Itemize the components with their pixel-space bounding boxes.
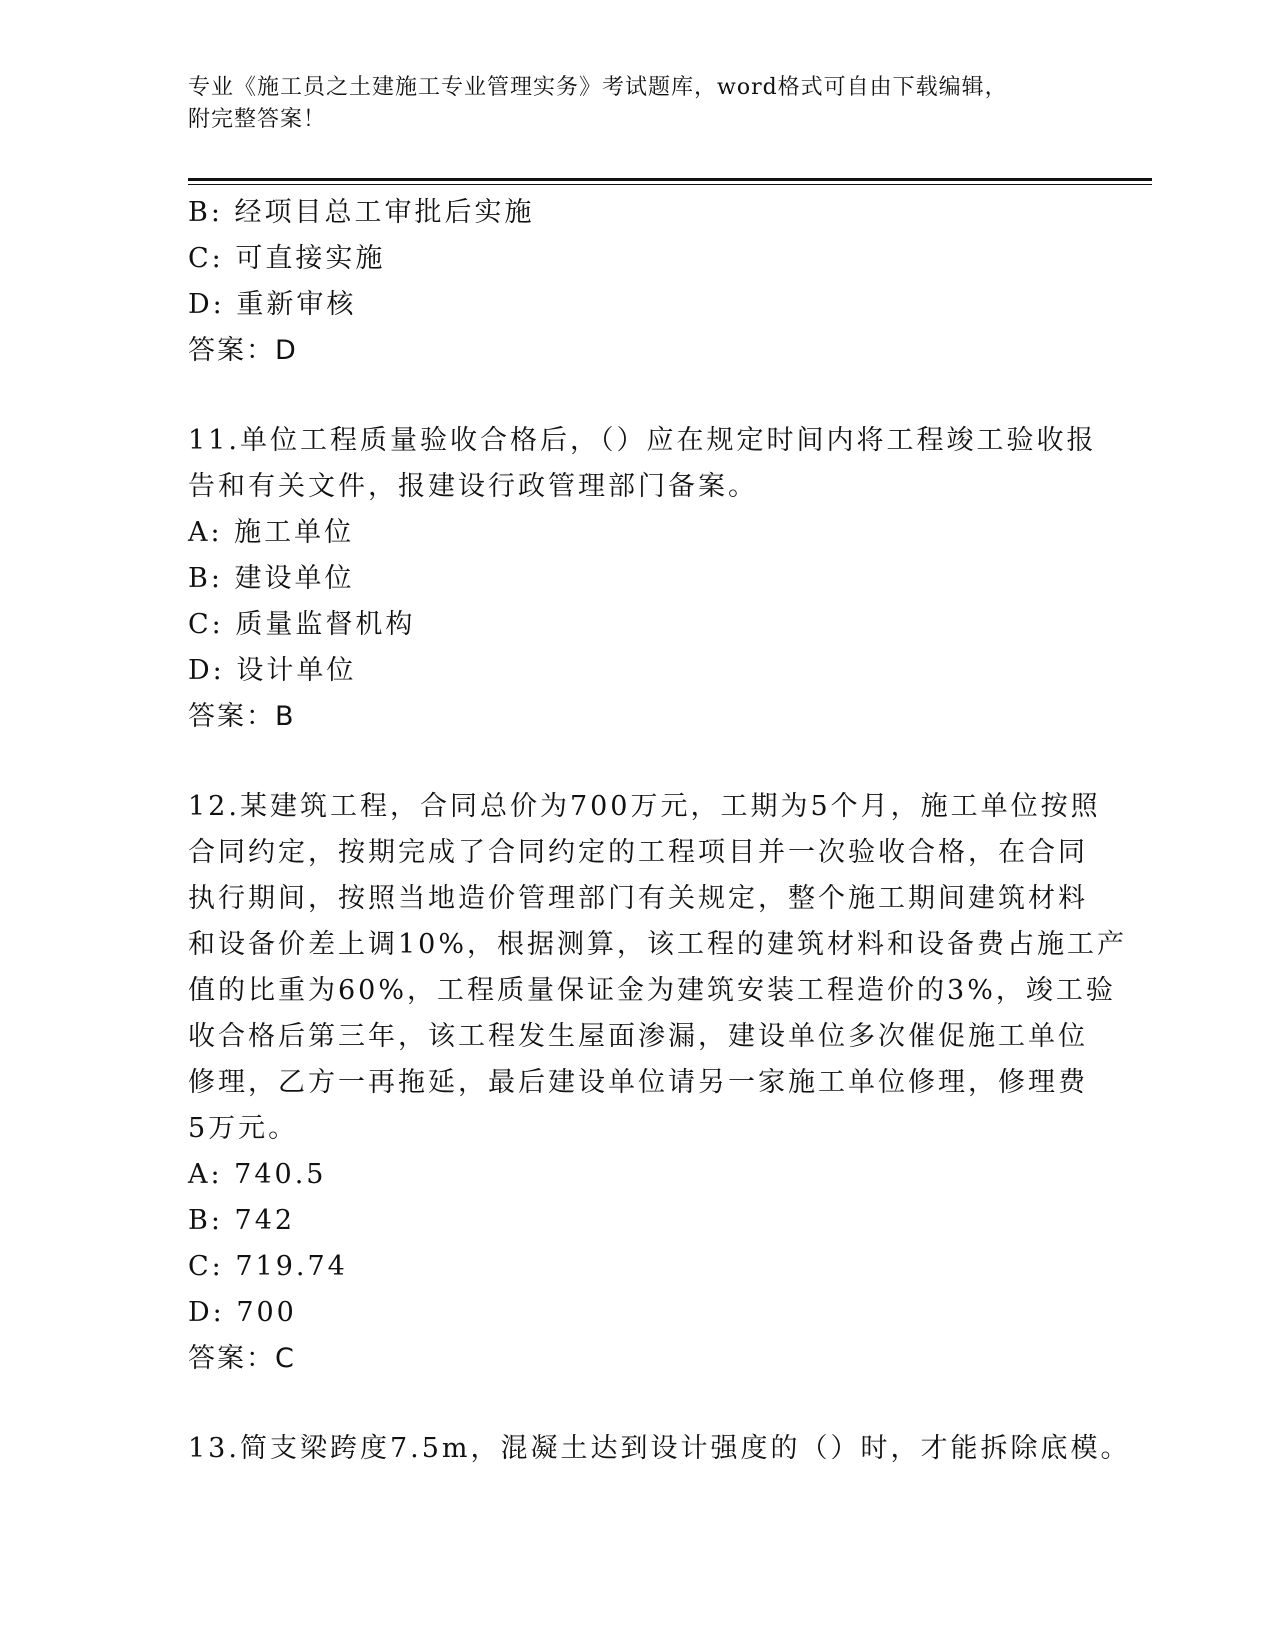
option-c: C: 719.74 <box>188 1251 348 1282</box>
option-b: B: 建设单位 <box>188 563 355 594</box>
question-stem-line: 11.单位工程质量验收合格后，（）应在规定时间内将工程竣工验收报 <box>188 425 1097 456</box>
question-stem-line: 5万元。 <box>188 1113 299 1144</box>
option-a: A: 740.5 <box>188 1159 327 1190</box>
option-a: A: 施工单位 <box>188 517 355 548</box>
question-stem-line: 收合格后第三年，该工程发生屋面渗漏，建设单位多次催促施工单位 <box>188 1021 1088 1052</box>
question-stem-line: 值的比重为60%，工程质量保证金为建筑安装工程造价的3%，竣工验 <box>188 975 1116 1006</box>
question-stem-line: 告和有关文件，报建设行政管理部门备案。 <box>188 471 758 502</box>
option-c: C: 质量监督机构 <box>188 609 416 640</box>
header-line-2: 附完整答案！ <box>188 107 327 132</box>
option-b: B: 经项目总工审批后实施 <box>188 197 535 228</box>
answer-line: 答案：B <box>188 701 296 732</box>
question-12 <box>188 784 1128 1382</box>
question-stem-line: 和设备价差上调10%，根据测算，该工程的建筑材料和设备费占施工产 <box>188 929 1128 960</box>
option-b: B: 742 <box>188 1205 296 1236</box>
question-stem-line: 12.某建筑工程，合同总价为700万元，工期为5个月，施工单位按照 <box>188 791 1101 822</box>
header-line-1: 专业《施工员之土建施工专业管理实务》考试题库，word格式可自由下载编辑， <box>188 75 1008 100</box>
question-13 <box>188 1426 1131 1472</box>
question-10-continued <box>188 190 1088 374</box>
option-d: D: 设计单位 <box>188 655 357 686</box>
question-stem-line: 合同约定，按期完成了合同约定的工程项目并一次验收合格，在合同 <box>188 837 1088 868</box>
question-stem-line: 执行期间，按照当地造价管理部门有关规定，整个施工期间建筑材料 <box>188 883 1088 914</box>
option-c: C: 可直接实施 <box>188 243 386 274</box>
header-divider-thin <box>188 184 1152 185</box>
header-divider-thick <box>188 178 1152 181</box>
answer-line: 答案：C <box>188 1343 296 1374</box>
answer-line: 答案：D <box>188 335 298 366</box>
option-d: D: 700 <box>188 1297 297 1328</box>
document-body <box>188 190 1131 1472</box>
document-header <box>188 72 1068 136</box>
option-d: D: 重新审核 <box>188 289 357 320</box>
question-stem-line: 修理，乙方一再拖延，最后建设单位请另一家施工单位修理，修理费 <box>188 1067 1088 1098</box>
question-stem-line: 13.简支梁跨度7.5m，混凝土达到设计强度的（）时，才能拆除底模。 <box>188 1433 1131 1464</box>
question-11 <box>188 418 1097 740</box>
